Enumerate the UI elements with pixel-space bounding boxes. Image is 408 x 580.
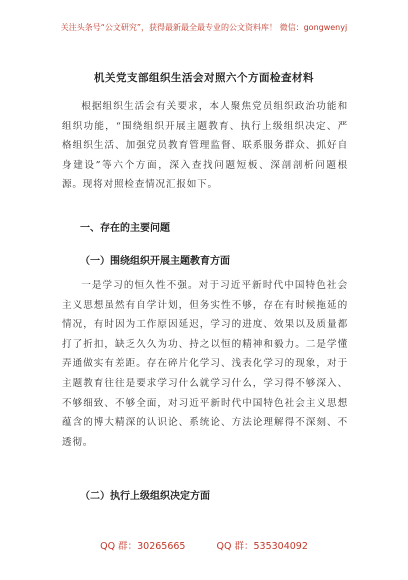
sub-heading-1: （一）围绕组织开展主题教育方面 <box>80 256 230 267</box>
top-banner: 关注头条号“公文研究”，获得最新最全最专业的公文资料库！ 微信：gongwenyj <box>60 23 348 32</box>
intro-paragraph: 根据组织生活会有关要求，本人聚焦党员组织政治功能和组织功能，“围绕组织开展主题教育、执行上级组织决定、严格组织生活、加强党员教育管理监督、联系服务群众、抓好自身建设”等六个方面，深入查找问题短板、深剖剖析问题根源。现将对照检查情况汇报如下。 <box>62 101 348 191</box>
section-heading: 一、存在的主要问题 <box>80 223 170 234</box>
sub-heading-2: （二）执行上级组织决定方面 <box>80 491 210 502</box>
qq-group-1: QQ 群：30265665 <box>100 541 186 552</box>
body-paragraph: 一是学习的恒久性不强。对于习近平新时代中国特色社会主义思想虽然有自学计划，但务实性不够，存在有时候拖延的情况，有时因为工作原因延迟，学习的进度、效果以及质量都打了折扣，缺乏久久为功、持之以恒的精神和毅力。二是学懂弄通做实有差距。存在碎片化学习、浅表化学习的现象，对于主题教育往往是要求学习什么就学习什么，学习得不够深入、不够细致、不够全面，对习近平新时代中国特色社会主义思想蕴含的博大精深的认识论、系统论、方法论理解得不深刻、不透彻。 <box>62 280 348 448</box>
document-title: 机关党支部组织生活会对照六个方面检查材料 <box>94 72 314 84</box>
qq-group-2: QQ 群：535304092 <box>216 541 308 552</box>
footer-contact <box>0 538 408 552</box>
